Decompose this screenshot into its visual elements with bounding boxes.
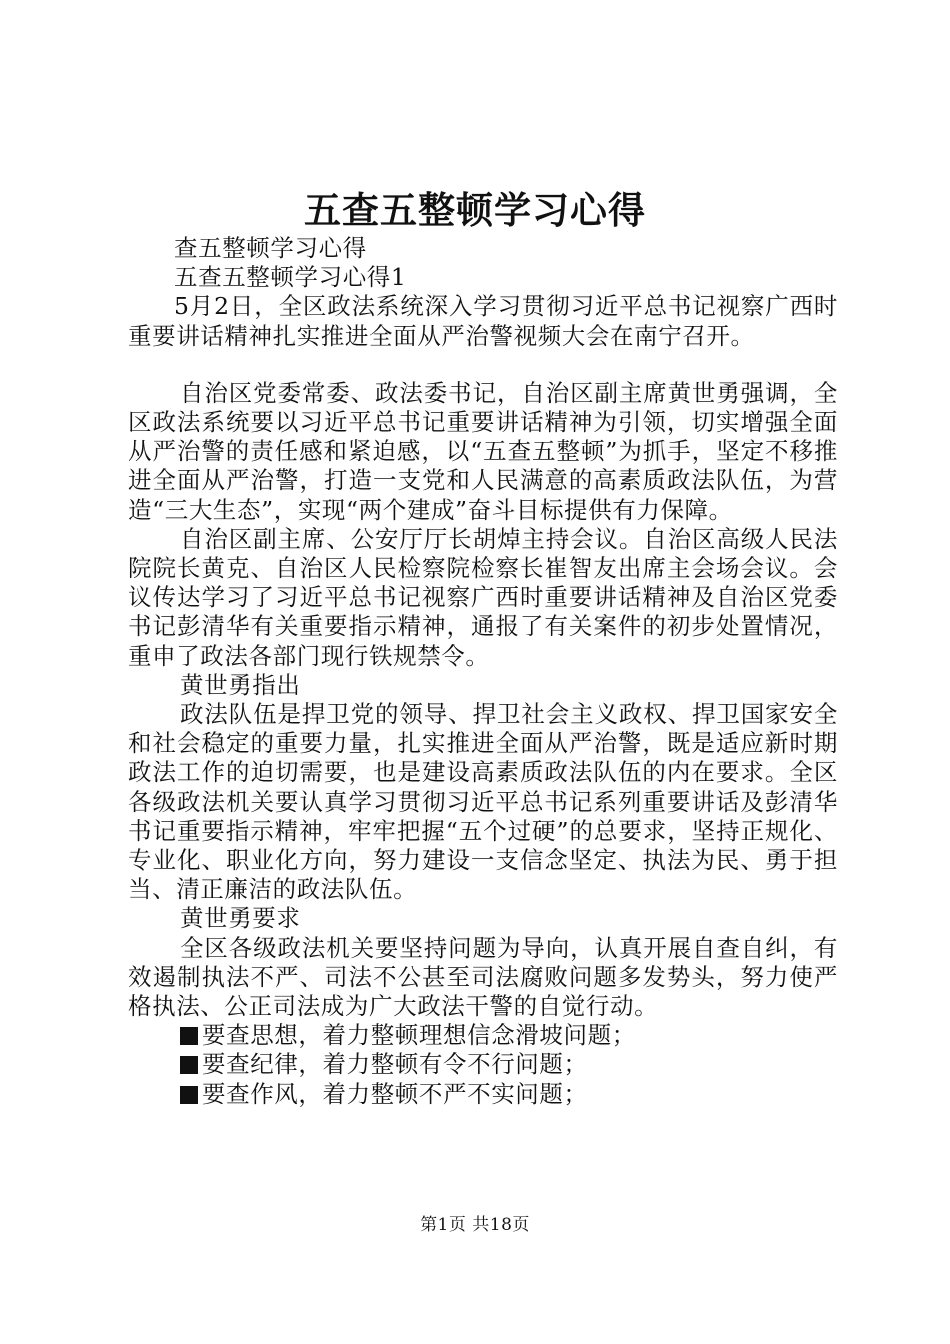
bullet-item <box>128 1080 838 1109</box>
square-bullet-icon <box>180 1027 198 1045</box>
document-title: 五查五整顿学习心得 <box>304 188 646 232</box>
bullet-text: 要查纪律，着力整顿有令不行问题； <box>202 1050 588 1079</box>
square-bullet-icon <box>180 1056 198 1074</box>
paragraph-emphasis: 自治区党委常委、政法委书记，自治区副主席黄世勇强调，全区政法系统要以习近平总书记重要讲话精神为引领，切实增强全面从严治警的责任感和紧迫感，以“五查五整顿”为抓手，坚定不移推进全面从严治警，打造一支党和人民满意的高素质政法队伍，为营造“三大生态”，实现“两个建成”奋斗目标提供有力保障。 <box>128 378 838 524</box>
paragraph-subtitle-1: 五查五整顿学习心得1 <box>174 263 407 292</box>
paragraph-team-role: 政法队伍是捍卫党的领导、捍卫社会主义政权、捍卫国家安全和社会稳定的重要力量，扎实推进全面从严治警，既是适应新时期政法工作的迫切需要，也是建设高素质政法队伍的内在要求。全区各级政法机关要认真学习贯彻习近平总书记系列重要讲话及彭清华书记重要指示精神，牢牢把握“五个过硬”的总要求，坚持正规化、专业化、职业化方向，努力建设一支信念坚定、执法为民、勇于担当、清正廉洁的政法队伍。 <box>128 700 838 904</box>
paragraph-heading-requirement: 黄世勇要求 <box>180 904 301 933</box>
paragraph-self-inspection: 全区各级政法机关要坚持问题为导向，认真开展自查自纠，有效遏制执法不严、司法不公甚至司法腐败问题多发势头，努力使严格执法、公正司法成为广大政法干警的自觉行动。 <box>128 933 838 1021</box>
paragraph-gap <box>128 351 838 379</box>
paragraph-meeting-chair: 自治区副主席、公安厅厅长胡焯主持会议。自治区高级人民法院院长黄克、自治区人民检察院检察长崔智友出席主会场会议。会议传达学习了习近平总书记视察广西时重要讲话精神及自治区党委书记彭清华有关重要指示精神，通报了有关案件的初步处置情况，重申了政法各部门现行铁规禁令。 <box>128 524 838 670</box>
paragraph-meeting-intro: 5月2日，全区政法系统深入学习贯彻习近平总书记视察广西时重要讲话精神扎实推进全面从严治警视频大会在南宁召开。 <box>128 292 838 350</box>
paragraph-heading-pointed-out: 黄世勇指出 <box>180 670 301 699</box>
bullet-text: 要查作风，着力整顿不严不实问题； <box>202 1079 588 1108</box>
bullet-text: 要查思想，着力整顿理想信念滑坡问题； <box>202 1021 636 1050</box>
page-number-footer: 第1页 共18页 <box>420 1215 530 1235</box>
paragraph-subtitle: 查五整顿学习心得 <box>174 234 367 262</box>
square-bullet-icon <box>180 1086 198 1104</box>
bullet-item <box>128 1050 838 1079</box>
document-body <box>128 234 838 1109</box>
bullet-item <box>128 1021 838 1050</box>
